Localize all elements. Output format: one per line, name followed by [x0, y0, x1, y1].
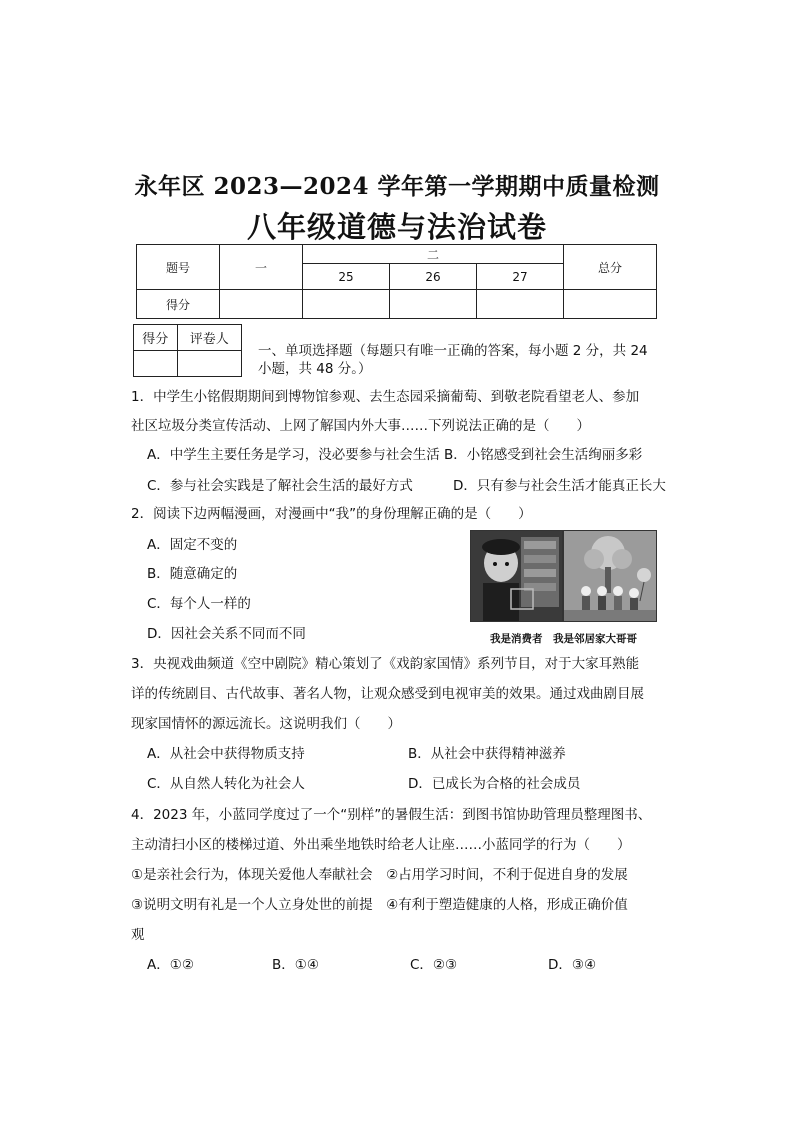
q3-option-d[interactable]: D．已成长为合格的社会成员	[408, 776, 581, 792]
score-table	[136, 244, 657, 319]
score-cell-26[interactable]	[390, 290, 477, 319]
score-table-question-header: 题号	[137, 245, 220, 290]
q1-option-c[interactable]: C．参与社会实践是了解社会生活的最好方式	[147, 478, 413, 494]
q4-statements-12: ①是亲社会行为，体现关爱他人奉献社会 ②占用学习时间，不利于促进自身的发展	[131, 867, 628, 883]
grader-box-grader-label: 评卷人	[177, 325, 241, 351]
q2-option-a[interactable]: A．固定不变的	[147, 537, 238, 553]
q1-option-d[interactable]: D．只有参与社会生活才能真正长大	[453, 478, 666, 494]
q2-stem: 2．阅读下边两幅漫画，对漫画中“我”的身份理解正确的是（ ）	[131, 506, 532, 522]
score-cell-one[interactable]	[220, 290, 303, 319]
q1-stem-cont: 社区垃圾分类宣传活动、上网了解国内外大事……下列说法正确的是（ ）	[131, 418, 590, 434]
comic-neighbor-image	[563, 530, 657, 622]
q1-stem: 1．中学生小铭假期期间到博物馆参观、去生态园采摘葡萄、到敬老院看望老人、参加	[131, 389, 640, 405]
score-table-sub-27: 27	[477, 264, 564, 290]
q4-option-a[interactable]: A．①②	[147, 957, 194, 973]
q3-option-b[interactable]: B．从社会中获得精神滋养	[408, 746, 566, 762]
q2-option-d[interactable]: D．因社会关系不同而不同	[147, 626, 306, 642]
exam-title: 永年区 2023—2024 学年第一学期期中质量检测	[134, 173, 660, 200]
grader-box	[133, 324, 242, 377]
q3-stem-cont1: 详的传统剧目、古代故事、著名人物，让观众感受到电视审美的效果。通过戏曲剧目展	[131, 686, 644, 702]
q1-options-ab[interactable]: A．中学生主要任务是学习，没必要参与社会生活 B．小铭感受到社会生活绚丽多彩	[147, 447, 643, 463]
score-table-col-two: 二	[303, 245, 564, 264]
score-table-sub-25: 25	[303, 264, 390, 290]
q4-stem: 4．2023 年，小蓝同学度过了一个“别样”的暑假生活：到图书馆协助管理员整理图书、	[131, 807, 652, 823]
exam-subtitle: 八年级道德与法治试卷	[246, 210, 547, 244]
grader-box-score-label: 得分	[134, 325, 178, 351]
comic-consumer-image	[470, 530, 563, 622]
q2-option-b[interactable]: B．随意确定的	[147, 566, 238, 582]
section1-instruction: 一、单项选择题（每题只有唯一正确的答案，每小题 2 分，共 24	[258, 343, 648, 359]
score-cell-27[interactable]	[477, 290, 564, 319]
score-table-sub-26: 26	[390, 264, 477, 290]
q4-statements-34-cont: 观	[131, 927, 145, 943]
score-cell-total[interactable]	[564, 290, 657, 319]
q3-stem-cont2: 现家国情怀的源远流长。这说明我们（ ）	[131, 716, 401, 732]
grader-box-score-cell[interactable]	[134, 351, 178, 377]
score-table-score-label: 得分	[137, 290, 220, 319]
score-table-total-header: 总分	[564, 245, 657, 290]
section1-instruction-cont: 小题，共 48 分。）	[258, 361, 372, 377]
q3-stem: 3．央视戏曲频道《空中剧院》精心策划了《戏韵家国情》系列节目，对于大家耳熟能	[131, 656, 640, 672]
q2-option-c[interactable]: C．每个人一样的	[147, 596, 251, 612]
q4-stem-cont: 主动清扫小区的楼梯过道、外出乘坐地铁时给老人让座……小蓝同学的行为（ ）	[131, 837, 631, 853]
score-table-col-one: 一	[220, 245, 303, 290]
q4-statements-34: ③说明文明有礼是一个人立身处世的前提 ④有利于塑造健康的人格，形成正确价值	[131, 897, 628, 913]
q4-option-b[interactable]: B．①④	[272, 957, 319, 973]
grader-box-grader-cell[interactable]	[177, 351, 241, 377]
score-cell-25[interactable]	[303, 290, 390, 319]
q4-option-d[interactable]: D．③④	[548, 957, 597, 973]
q2-comic-caption: 我是消费者 我是邻居家大哥哥	[490, 633, 637, 645]
q4-option-c[interactable]: C．②③	[410, 957, 458, 973]
q3-option-a[interactable]: A．从社会中获得物质支持	[147, 746, 305, 762]
q3-option-c[interactable]: C．从自然人转化为社会人	[147, 776, 305, 792]
